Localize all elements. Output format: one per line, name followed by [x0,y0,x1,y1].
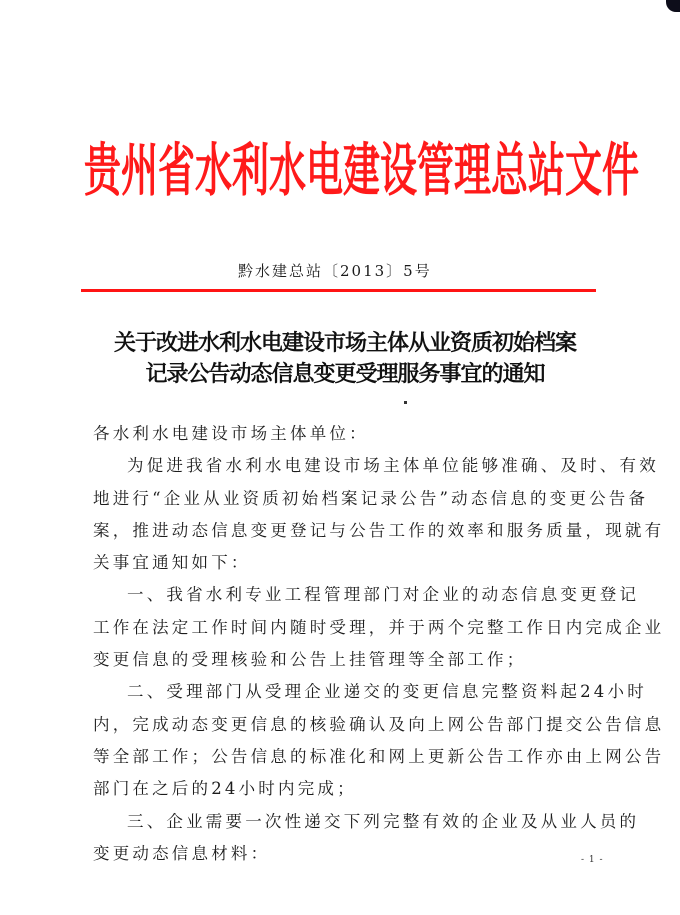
body-paragraph-line: 地进行“企业从业资质初始档案记录公告”动态信息的变更公告备 [93,488,649,508]
item-two-line: 部门在之后的24小时内完成； [93,779,357,799]
document-title-line-2: 记录公告动态信息变更受理服务事宜的通知 [145,361,545,387]
scan-speck [404,401,407,404]
document-title-line-1: 关于改进水利水电建设市场主体从业资质初始档案 [113,330,576,356]
item-two-line: 等全部工作；公告信息的标准化和网上更新公告工作亦由上网公告 [93,746,665,766]
body-paragraph-line: 为促进我省水利水电建设市场主体单位能够准确、及时、有效 [127,456,659,476]
red-divider-line [81,289,596,292]
document-number: 黔水建总站〔2013〕5号 [238,262,432,280]
document-body [93,418,665,870]
document-title [90,328,600,390]
body-paragraph-line: 关事宜通知如下： [93,553,251,573]
item-one-line: 工作在法定工作时间内随时受理，并于两个完整工作日内完成企业 [93,617,665,637]
body-paragraph-line: 案，推进动态信息变更登记与公告工作的效率和服务质量，现就有 [93,520,665,540]
item-two-line: 二、受理部门从受理企业递交的变更信息完整资料起24小时 [127,682,647,702]
salutation: 各水利水电建设市场主体单位： [93,424,369,443]
item-one-line: 一、我省水利专业工程管理部门对企业的动态信息变更登记 [127,585,640,605]
page-number: - 1 - [581,855,604,865]
issuing-authority-header: 贵州省水利水电建设管理总站文件 [84,135,639,204]
item-three-line: 变更动态信息材料： [93,843,271,863]
scan-corner-mark [666,0,680,12]
item-one-line: 变更信息的受理核验和公告上挂管理等全部工作； [93,650,527,670]
item-two-line: 内，完成动态变更信息的核验确认及向上网公告部门提交公告信息 [93,714,665,734]
item-three-line: 三、企业需要一次性递交下列完整有效的企业及从业人员的 [127,811,640,831]
